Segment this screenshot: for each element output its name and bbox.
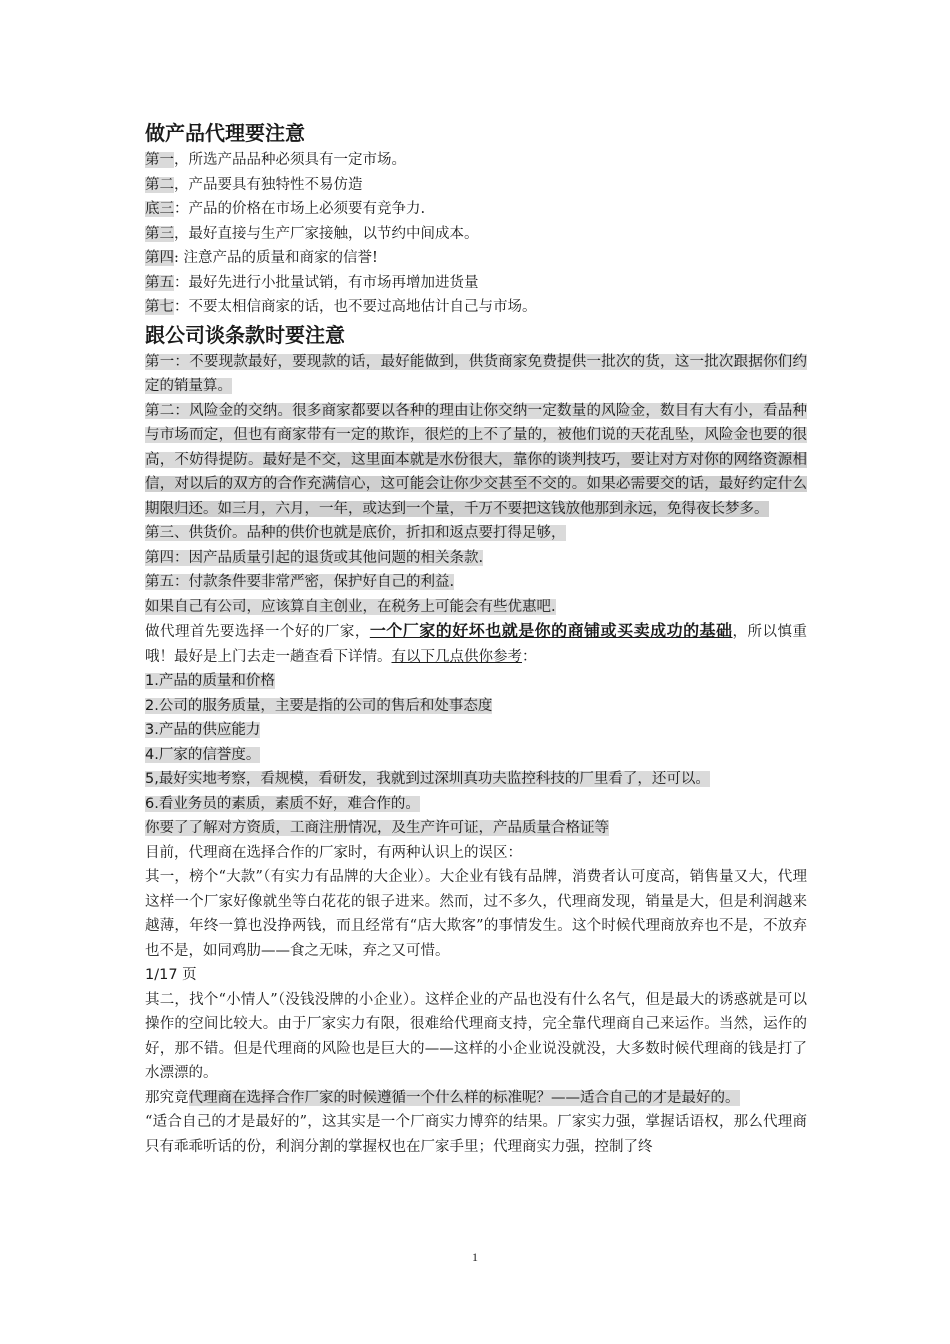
intro-mid: ，所以慎重哦！最好是上门去走一趟查看下详情。	[145, 624, 807, 665]
term-fifth-text: 第五：付款条件要非常严密，保护好自己的利益.	[145, 574, 455, 590]
term-first-text: 第一：不要现款最好，要现款的话，最好能做到，供货商家免费提供一批次的货，这一批次跟据你们约定的销量算。	[145, 353, 807, 394]
heading-product-agent: 做产品代理要注意	[145, 121, 305, 145]
body-misconceptions: 目前，代理商在选择合作的厂家时，有两种认识上的误区：	[145, 844, 522, 861]
list-item	[145, 222, 807, 247]
item-number: 第二	[145, 176, 174, 193]
reference-points	[145, 669, 807, 816]
term-third-text: 第三、供货价。品种的供价也就是底价，折扣和返点要打得足够，	[145, 525, 566, 541]
item-number: 第三	[145, 225, 174, 242]
item-number: 第一	[145, 152, 174, 168]
agent-tips-list	[145, 148, 807, 320]
point-item	[145, 694, 807, 719]
qualification-note	[145, 816, 807, 841]
point-text: 6.看业务员的素质，素质不好，难合作的。	[145, 795, 420, 812]
list-item	[145, 197, 807, 222]
term-second-text: 第二：风险金的交纳。很多商家都要以各种的理由让你交纳一定数量的风险金，数目有大有小，看品种与市场而定，但也有商家带有一定的欺诈，很烂的上不了量的，被他们说的天花乱坠，风险金也要的很高，不妨得提防。	[145, 402, 807, 468]
term-fourth-text: 第四：因产品质量引起的退货或其他问题的相关条款.	[145, 549, 484, 566]
term-first	[145, 350, 807, 399]
page-marker-number: 1/17	[145, 967, 178, 983]
intro-end: ：	[522, 648, 537, 665]
point-item	[145, 669, 807, 694]
body-small-company: 其二，找个“小情人”（没钱没牌的小企业）。这样企业的产品也没有什么名气，但是最大的诱惑就是可以操作的空间比较大。由于厂家实力有限，很难给代理商支持，完全靠代理商自己来运作。当然，运作的好，那不错。但是代理商的风险也是巨大的——这样的小企业说没就没，大多数时候代理商的钱是打了水漂漂的。	[145, 991, 807, 1081]
point-text: 5,最好实地考察，看规模，看研发，我就到过深圳真功夫监控科技的厂里看了，还可以。	[145, 771, 710, 787]
document-page	[145, 118, 807, 1159]
item-number: 第七	[145, 299, 174, 315]
point-text: 4.厂家的信誉度。	[145, 746, 261, 763]
intro-pre: 做代理首先要选择一个好的厂家，	[145, 624, 370, 640]
company-note-text: 如果自己有公司，应该算自主创业，在税务上可能会有些优惠吧.	[145, 598, 556, 615]
qualification-note-text: 你要了了解对方资质，工商注册情况，及生产许可证，产品质量合格证等	[145, 820, 609, 836]
term-third	[145, 521, 807, 546]
list-item	[145, 271, 807, 296]
list-item	[145, 295, 807, 320]
term-company-note	[145, 595, 807, 620]
item-number: 第四	[145, 250, 174, 266]
point-item	[145, 792, 807, 817]
item-text: ：最好先进行小批量试销，有市场再增加进货量	[174, 274, 479, 291]
intro-emphasis: 一个厂家的好坏也就是你的商铺或买卖成功的基础	[369, 621, 733, 640]
page-marker-unit: 页	[182, 967, 197, 983]
intro-paragraph	[145, 619, 807, 669]
question-highlight: 代理商在选择合作厂家的时候遵循一个什么样的标准呢？——适合自己的才是最好的。	[188, 1089, 740, 1106]
heading-contract-terms: 跟公司谈条款时要注意	[145, 322, 345, 347]
list-item	[145, 173, 807, 198]
item-text: : 注意产品的质量和商家的信誉!	[174, 250, 378, 266]
point-text: 1.产品的质量和价格	[145, 673, 275, 689]
body-suits-best: “适合自己的才是最好的”，这其实是一个厂商实力博弈的结果。厂家实力强，掌握话语权，那么代理商只有乖乖听话的份，利润分割的掌握权也在厂家手里；代理商实力强，控制了终	[145, 1114, 807, 1155]
term-fourth	[145, 546, 807, 571]
page-marker	[145, 963, 807, 988]
intro-reference: 有以下几点供你参考	[391, 648, 522, 665]
item-number: 第五	[145, 274, 174, 291]
question-lead: 那究竟	[145, 1089, 189, 1106]
item-text: ：产品的价格在市场上必须要有竞争力.	[174, 201, 426, 217]
point-text: 2.公司的服务质量，主要是指的公司的售后和处事态度	[145, 697, 493, 714]
term-second	[145, 399, 807, 522]
point-item	[145, 767, 807, 792]
list-item	[145, 148, 807, 173]
term-fifth	[145, 570, 807, 595]
point-text: 3.产品的供应能力	[145, 722, 261, 738]
footer-page-number: 1	[472, 1250, 478, 1264]
item-text: ，最好直接与生产厂家接触，以节约中间成本。	[174, 225, 479, 242]
item-number: 底三	[145, 201, 174, 217]
list-item	[145, 246, 807, 271]
term-second-highlight: 最好是不交，这里面本就是水份很大，靠你的谈判技巧，要让对方对你的网络资源相信，对以后的双方的合作充满信心，这可能会让你少交甚至不交的。如果必需要交的话，最好约定什么期限归还。如三月，六月，一年，或达到一个量，千万不要把这钱放他那到永远，免得夜长梦多。	[145, 451, 808, 517]
item-text: ，所选产品品种必须具有一定市场。	[174, 152, 406, 168]
item-text: ，产品要具有独特性不易仿造	[174, 176, 363, 193]
body-big-company: 其一，榜个“大款”（有实力有品牌的大企业）。大企业有钱有品牌，消费者认可度高，销售量又大，代理这样一个厂家好像就坐等白花花的银子进来。然而，过不多久，代理商发现，销量是大，但是利润越来越薄，年终一算也没挣两钱，而且经常有“店大欺客”的事情发生。这个时候代理商放弃也不是，不放弃也不是，如同鸡肋——食之无味，弃之又可惜。	[145, 869, 807, 959]
body-standard-question	[145, 1086, 807, 1111]
point-item	[145, 718, 807, 743]
point-item	[145, 743, 807, 768]
item-text: ：不要太相信商家的话，也不要过高地估计自己与市场。	[174, 299, 537, 315]
